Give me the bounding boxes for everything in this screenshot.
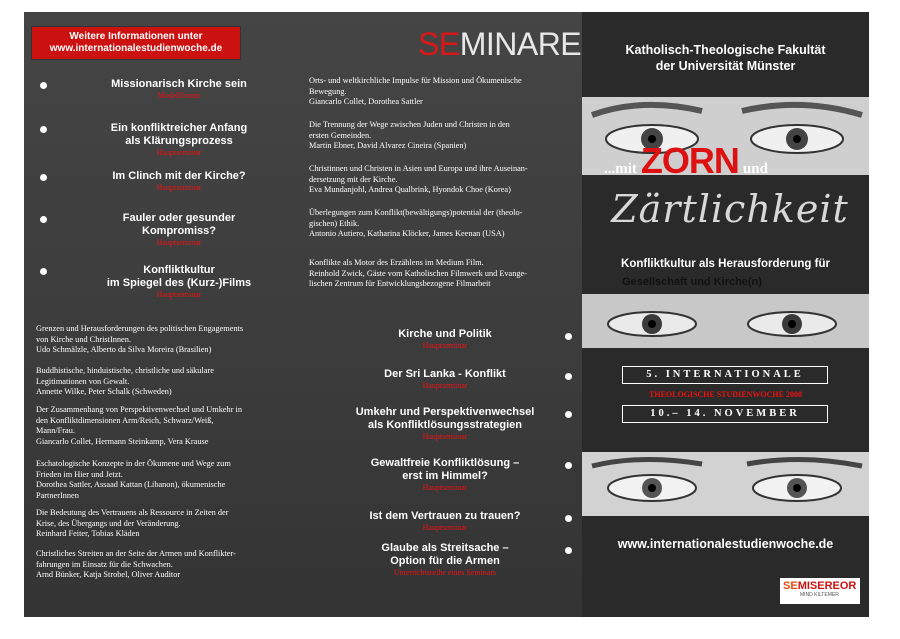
bullet-icon bbox=[40, 216, 47, 223]
seminar-description bbox=[309, 164, 579, 196]
description-line: Arnd Bünker, Katja Strobel, Oliver Auditor bbox=[36, 570, 181, 580]
misereor-logo: SEMISEREOR MIND KILTEMER bbox=[780, 578, 860, 604]
bullet-icon bbox=[40, 174, 47, 181]
left-seminar-item[interactable] bbox=[64, 212, 294, 247]
right-seminar-item[interactable] bbox=[350, 328, 540, 350]
description-line: Udo Schmälzle, Alberto da Silva Moreira (Brasilien) bbox=[36, 345, 212, 355]
seminar-title: Ein konfliktreicher Anfang bbox=[110, 122, 248, 134]
description-line: Giancarlo Collet, Hermann Steinkamp, Vera Krause bbox=[36, 437, 209, 447]
info-banner[interactable] bbox=[31, 26, 241, 60]
seminar-type: Hauptseminar bbox=[422, 341, 468, 350]
seminar-type: Hauptseminar bbox=[156, 183, 202, 192]
seminar-title: im Spiegel des (Kurz-)Films bbox=[106, 277, 252, 289]
seminar-title: Kompromiss? bbox=[142, 225, 216, 237]
description-line: fahrungen im Einsatz für die Schwachen. bbox=[36, 559, 173, 569]
seminar-type: Hauptseminar bbox=[156, 290, 202, 299]
seminar-description bbox=[309, 208, 579, 240]
description-line: lischen Zentrum für Entwicklungsbezogene Filmarbeit bbox=[309, 279, 491, 289]
description-line: Frieden im Hier und Jetzt. bbox=[36, 469, 123, 479]
description-line: PartnerInnen bbox=[36, 491, 79, 501]
seminar-title: Umkehr und Perspektivenwechsel bbox=[355, 406, 535, 418]
seminar-type: Hauptseminar bbox=[422, 381, 468, 390]
website-link[interactable]: www.internationalestudienwoche.de bbox=[617, 537, 834, 551]
seminar-title: Kirche und Politik bbox=[398, 328, 492, 340]
seminare-heading: SEMINARE bbox=[418, 26, 582, 62]
right-seminar-item[interactable] bbox=[350, 368, 540, 390]
description-line: Grenzen und Herausforderungen des politischen Engagements bbox=[36, 324, 244, 333]
description-line: von Kirche und ChristInnen. bbox=[36, 334, 131, 344]
dates-box: 10.– 14. NOVEMBER bbox=[622, 405, 828, 423]
seminar-description bbox=[36, 366, 298, 398]
seminar-title: Fauler oder gesunder bbox=[122, 212, 236, 224]
description-line: Dorothea Sattler, Assaad Kattan (Libanon), ökumenische bbox=[36, 480, 226, 490]
subtitle-line1: Konfliktkultur als Herausforderung für bbox=[621, 258, 830, 270]
description-line: Annette Wilke, Peter Schalk (Schweden) bbox=[36, 387, 172, 397]
description-line: ersten Gemeinden. bbox=[309, 130, 372, 140]
seminar-description bbox=[309, 76, 579, 108]
description-line: Christinnen und Christen in Asien und Europa und ihre Auseinan- bbox=[309, 164, 528, 173]
seminar-description bbox=[36, 324, 298, 356]
seminar-title: als Klärungsprozess bbox=[125, 135, 233, 147]
description-line: Orts- und weltkirchliche Impulse für Mission und Ökumenische bbox=[309, 76, 522, 85]
bullet-icon bbox=[565, 411, 572, 418]
cover-panel bbox=[582, 12, 869, 617]
seminar-title: Im Clinch mit der Kirche? bbox=[112, 170, 246, 182]
right-seminar-item[interactable] bbox=[350, 457, 540, 492]
seminar-title: Option für die Armen bbox=[390, 555, 500, 567]
bullet-icon bbox=[565, 462, 572, 469]
left-seminar-item[interactable] bbox=[64, 122, 294, 157]
description-line: Buddhistische, hinduistische, christliche und säkulare bbox=[36, 366, 214, 375]
description-line: Giancarlo Collet, Dorothea Sattler bbox=[309, 97, 423, 107]
description-line: dersetzung mit der Kirche. bbox=[309, 174, 398, 184]
bullet-icon bbox=[40, 126, 47, 133]
bullet-icon bbox=[565, 373, 572, 380]
banner-website: www.internationalestudienwoche.de bbox=[49, 43, 223, 54]
bullet-icon bbox=[40, 82, 47, 89]
description-line: gischen) Ethik. bbox=[309, 218, 360, 228]
description-line: Eva Mundanjohl, Andrea Qualbrink, Hyondok Choe (Korea) bbox=[309, 185, 511, 195]
seminar-title: Missionarisch Kirche sein bbox=[111, 78, 247, 90]
bullet-icon bbox=[565, 333, 572, 340]
description-line: Mann/Frau. bbox=[36, 426, 75, 436]
description-line: Legitimationen von Gewalt. bbox=[36, 376, 130, 386]
left-seminar-item[interactable] bbox=[64, 170, 294, 192]
seminar-title: Konfliktkultur bbox=[143, 264, 215, 276]
description-line: Die Trennung der Wege zwischen Juden und Christen in den bbox=[309, 120, 510, 129]
seminar-title: erst im Himmel? bbox=[402, 470, 488, 482]
description-line: Christliches Streiten an der Seite der Armen und Konflikter- bbox=[36, 549, 236, 558]
seminar-description bbox=[36, 405, 298, 448]
seminar-type: Hauptseminar bbox=[422, 483, 468, 492]
description-line: Reinhard Feiter, Tobias Kläden bbox=[36, 529, 140, 539]
seminar-type: Hauptseminar bbox=[422, 432, 468, 441]
title-zaertlichkeit: Zärtlichkeit bbox=[611, 187, 849, 231]
seminar-type: Hauptseminar bbox=[156, 148, 202, 157]
seminar-description bbox=[309, 258, 579, 290]
seminar-type: Modellforum bbox=[157, 91, 201, 100]
faculty-title: Katholisch-Theologische Fakultät der Universität Münster bbox=[625, 43, 826, 73]
subtitle-line2: Gesellschaft und Kirche(n) bbox=[622, 276, 762, 288]
description-line: Die Bedeutung des Vertrauens als Ressource in Zeiten der bbox=[36, 508, 229, 517]
seminar-description bbox=[309, 120, 579, 152]
seminar-title: als Konfliktlösungsstrategien bbox=[367, 419, 523, 431]
bullet-icon bbox=[565, 547, 572, 554]
description-line: Bewegung. bbox=[309, 86, 347, 96]
description-line: Antonio Autiero, Katharina Klöcker, James Keenan (USA) bbox=[309, 229, 505, 239]
description-line: den Konfliktdimensionen Arm/Reich, Schwarz/Weiß, bbox=[36, 415, 214, 425]
left-seminar-item[interactable] bbox=[64, 78, 294, 100]
bullet-icon bbox=[40, 268, 47, 275]
seminar-description bbox=[36, 459, 298, 502]
seminar-title: Ist dem Vertrauen zu trauen? bbox=[369, 510, 521, 522]
description-line: Überlegungen zum Konflikt(bewältigungs)potential der (theolo- bbox=[309, 208, 523, 217]
description-line: Krise, des Übergangs und der Veränderung. bbox=[36, 518, 181, 528]
seminar-type: Hauptseminar bbox=[422, 523, 468, 532]
description-line: Reinhold Zwick, Gäste vom Katholischen Filmwerk und Evange- bbox=[309, 268, 527, 278]
inner-spread bbox=[24, 12, 582, 617]
internationale-box: 5. INTERNATIONALE bbox=[622, 366, 828, 384]
right-seminar-item[interactable] bbox=[350, 510, 540, 532]
right-seminar-item[interactable] bbox=[350, 406, 540, 441]
seminar-title: Gewaltfreie Konfliktlösung – bbox=[370, 457, 520, 469]
eyes-photo-bottom bbox=[582, 452, 869, 516]
description-line: Martin Ebner, David Alvarez Cineira (Spanien) bbox=[309, 141, 467, 151]
seminar-description bbox=[36, 549, 298, 581]
seminar-title: Der Sri Lanka - Konflikt bbox=[384, 368, 506, 380]
right-seminar-item[interactable] bbox=[350, 542, 540, 577]
banner-line1: Weitere Informationen unter bbox=[69, 31, 203, 42]
title-zorn-line: ...mit ZORN und bbox=[604, 140, 768, 181]
seminar-description bbox=[36, 508, 298, 540]
description-line: Eschatologische Konzepte in der Ökumene und Wege zum bbox=[36, 459, 231, 468]
studienwoche-label: THEOLOGISCHE STUDIENWOCHE 2008 bbox=[649, 390, 802, 399]
seminar-title: Glaube als Streitsache – bbox=[381, 542, 509, 554]
description-line: Konflikte als Motor des Erzählens im Medium Film. bbox=[309, 258, 484, 267]
left-seminar-item[interactable] bbox=[64, 264, 294, 299]
seminar-type: Hauptseminar bbox=[156, 238, 202, 247]
bullet-icon bbox=[565, 515, 572, 522]
description-line: Der Zusammenhang von Perspektivenwechsel und Umkehr in bbox=[36, 405, 242, 414]
seminar-type: Unterrichtsreihe eines Seminars bbox=[393, 568, 497, 577]
